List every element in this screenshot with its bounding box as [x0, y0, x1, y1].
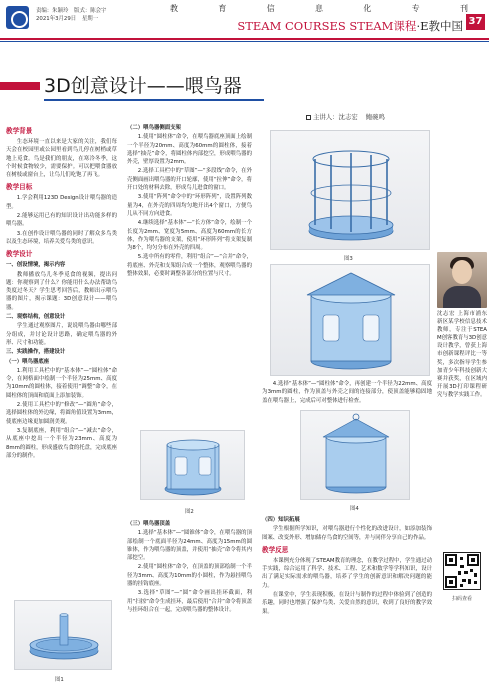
- layout-credit: 版式：陈会宇: [74, 8, 107, 14]
- column-char: 教: [170, 4, 180, 13]
- page-header: [0, 0, 489, 47]
- paragraph: 1.利用工具栏中的“基本体”—“圆柱体”命令，在网格面中绘制一个半径为25mm、高度为10mm的圆柱体，接着使用“调整”命令，在圆柱体的顶面和底面上添加装饰。: [6, 367, 117, 399]
- issue-date-text: 2021年3月29日: [36, 16, 77, 22]
- paragraph: 1.使用“圆柱体”命令，在喂鸟器底座顶面上绘制一个半径为20mm、高度为60mm的圆柱体，接着选择“抽壳”命令，将圆柱体内部挖空，形成喂鸟器的外壳，壁厚设置为2mm。: [127, 134, 252, 166]
- column-name: [170, 2, 470, 15]
- column-3-upper: [262, 380, 432, 406]
- section-title-dot: ·: [416, 19, 421, 33]
- paragraph: 3.选择“草图”—“圆”命令画出挂环截面，利用“扫掠”命令生成挂环，最后使用“合并”命令将顶盖与挂环组合在一起，完成喂鸟器的整体设计。: [127, 590, 252, 613]
- figure-2-cad-render: [141, 431, 246, 501]
- issue-weekday: 星期一: [81, 16, 99, 22]
- figure-4: [270, 264, 430, 376]
- column-1: [6, 124, 117, 461]
- author-line: [306, 112, 385, 121]
- author-photo: [437, 252, 487, 308]
- section-heading: 教学目标: [6, 183, 33, 192]
- paragraph: 生态环境一直以来是大家的关注，我们每天会在校园里或公园里看到鸟儿停在树梢或草地上觅食。鸟是我们的朋友，在寒冷冬季，这个时候食物较少，需要保护。可以把喂食器放在树枝或窗台上，让鸟儿们吃饱了再飞。: [6, 139, 117, 179]
- paragraph: 1.学会利用123D Design设计喂鸟器的造型。: [6, 195, 117, 210]
- section-title-brand: E教中国: [420, 19, 463, 33]
- paragraph: 5.选中所有的零件，利用“组合”—“合并”命令，将底座、外壳和支架组合成一个整体，观察喂鸟器的整体效果，必要时调整各部分的位置与尺寸。: [127, 254, 252, 278]
- figure-1-cad-render: [15, 601, 113, 671]
- title-underline: [44, 99, 264, 101]
- sub-heading: 一、创设情境，揭示内容: [6, 262, 66, 269]
- column-char: 刊: [459, 4, 470, 13]
- paragraph: 学生根据所学知识，对喂鸟器进行个性化的改进设计，如添加装饰图案、改变外形、增加储存鸟食的空间等，并与同伴分享自己的作品。: [262, 526, 432, 541]
- editor-credit: 责编：朱颖玲: [36, 8, 69, 14]
- article-title-band: [0, 73, 489, 99]
- paragraph: 学生通过观察图片，说说喂鸟器由哪些部分组成，并讨论设计思路，确定喂鸟器的外形、尺寸和功能。: [6, 323, 117, 346]
- paragraph: 3.在创作设计喂鸟器的同时了解众多鸟类以及生态环境，培养关爱鸟类的意识。: [6, 230, 117, 245]
- section-title-latin: STEAM COURSES: [237, 19, 346, 33]
- column-char: 专: [411, 4, 422, 13]
- paragraph: 4.选择“基本体”—“圆柱体”命令，再创建一个半径为22mm、高度为3mm的圆柱，作为顶盖与外壳之间的连接部分，使顶盖能够稳固地盖在喂鸟器上，完成后可对整体进行检查。: [262, 381, 432, 404]
- paragraph: 教师播放鸟儿冬季觅食的视频，提出问题：你观察到了什么？你能用什么办法帮助鸟类度过冬天？学生思考回答后，教师出示喂鸟器的图片，揭示课题：3D创意设计——喂鸟器。: [6, 271, 117, 311]
- figure-1: [14, 600, 112, 670]
- paragraph: 本课例充分体现了STEAM教育的理念，在教学过程中，学生通过动手实践，综合运用了科学、技术、工程、艺术和数学等学科知识，设计出了满足实际需求的喂鸟器，培养了学生的创新意识和解决问题的能力。: [262, 557, 432, 589]
- figure-2: [140, 430, 245, 500]
- figure-4-caption: 图4: [350, 506, 359, 512]
- figure-4b-cad-render: [301, 411, 411, 501]
- figure-2-caption: 图2: [185, 509, 194, 515]
- paragraph: 2.选择工具栏中的“草图”—“多段线”命令，在外壳侧面画出喂鸟器的开口轮廓，使用“拉伸”命令，将开口处的材料去除，形成鸟儿进食的窗口。: [127, 168, 252, 192]
- sub-heading: 二、观察结构，创意设计: [6, 314, 66, 321]
- paragraph: 2.能够运用已有的知识设计出功能多样的喂鸟器。: [6, 213, 117, 228]
- section-title: [237, 18, 463, 34]
- section-heading: 教学设计: [6, 250, 33, 259]
- article-title: 3D创意设计——喂鸟器: [44, 75, 242, 97]
- column-char: 信: [266, 4, 277, 13]
- page-number: 37: [466, 14, 485, 30]
- header-divider: [0, 38, 489, 40]
- newspaper-logo-icon: [6, 6, 29, 29]
- column-char: 化: [363, 4, 374, 13]
- sub-heading: （四）知识拓展: [262, 517, 300, 523]
- figure-3-cad-render: [271, 131, 431, 251]
- author-secondary: 鲍碗鸣: [365, 113, 385, 121]
- author-sidebar: [437, 252, 487, 672]
- column-char: 育: [218, 4, 229, 13]
- section-title-cn: STEAM课程: [349, 19, 417, 33]
- paragraph: 2.使用工具栏中的“修改”—“圆角”命令，选择圆柱体的外边缘，将圆角值设置为3mm，使底座边缘更加圆润美观。: [6, 402, 117, 425]
- figure-4-cad-render: [271, 265, 431, 377]
- author-primary: 主讲人：沈志宏: [313, 113, 358, 121]
- column-2-lower: [127, 520, 252, 615]
- square-bullet-icon: [306, 115, 311, 120]
- section-heading: 教学反思: [262, 545, 289, 554]
- sub-heading: 三、实践操作，搭建设计: [6, 349, 66, 356]
- sub-heading: （三）喂鸟器顶盖: [127, 521, 171, 527]
- issue-date: [36, 16, 102, 23]
- figure-4b: [300, 410, 410, 500]
- header-divider-thin: [0, 41, 489, 42]
- author-bio: 沈志宏 上海市浦东新区某学校信息技术教师，专注于STEAM创客教育与3D创意设计教学，曾获上海市创新课程评比一等奖，多次指导学生参加青少年科技创新大赛并获奖，在区域内开展3D打印课程研究与教学实践工作。: [437, 311, 487, 398]
- editor-info: [36, 8, 110, 15]
- paragraph: 1.选择“基本体”—“圆锥体”命令，在喂鸟器的顶部绘制一个底面半径为24mm、高度为15mm的圆锥体，作为喂鸟器的顶盖，并使用“抽壳”命令将其内部挖空。: [127, 530, 252, 562]
- title-accent-bar: [0, 82, 40, 90]
- figure-1-caption: 图1: [55, 677, 64, 683]
- column-2: [127, 124, 252, 279]
- column-banner: [150, 2, 489, 40]
- paragraph: 4.继续选择“基本体”—“长方体”命令，绘制一个长度为2mm、宽度为5mm、高度为60mm的长方体，作为喂鸟器的支架，使用“环形阵列”将支架复制为8个，均匀分布在外壳的四周。: [127, 220, 252, 252]
- paragraph: 3.复制底座，利用“组合”—“减去”命令，从底座中挖出一个半径为23mm、高度为8mm的圆柱，形成盛放鸟食的托盘，完成底座部分的制作。: [6, 427, 117, 459]
- qr-code-icon[interactable]: [443, 552, 481, 590]
- column-char: 息: [314, 4, 325, 13]
- figure-3: [270, 130, 430, 250]
- column-3-lower: [262, 516, 432, 617]
- sub-heading: （一）喂鸟器底座: [6, 358, 50, 365]
- figure-3-caption: 图3: [344, 256, 353, 262]
- paragraph: 在课堂中，学生表现积极，在设计与制作的过程中体验到了创造的乐趣，同时也增强了保护鸟类、关爱自然的意识，收到了良好的教学效果。: [262, 592, 432, 615]
- paragraph: 3.使用“阵列”命令中的“环形阵列”，设置阵列数量为4，在外壳的四周均匀地开出4个窗口，方便鸟儿从不同方向进食。: [127, 194, 252, 217]
- paragraph: 2.使用“圆柱体”命令，在顶盖的顶部绘制一个半径为3mm、高度为10mm的小圆柱，作为悬挂喂鸟器的挂钩底座。: [127, 564, 252, 588]
- section-heading: 教学背景: [6, 127, 33, 135]
- sub-heading: （二）喂鸟器侧面支架: [127, 125, 181, 131]
- qr-caption: 扫码查看: [451, 596, 472, 602]
